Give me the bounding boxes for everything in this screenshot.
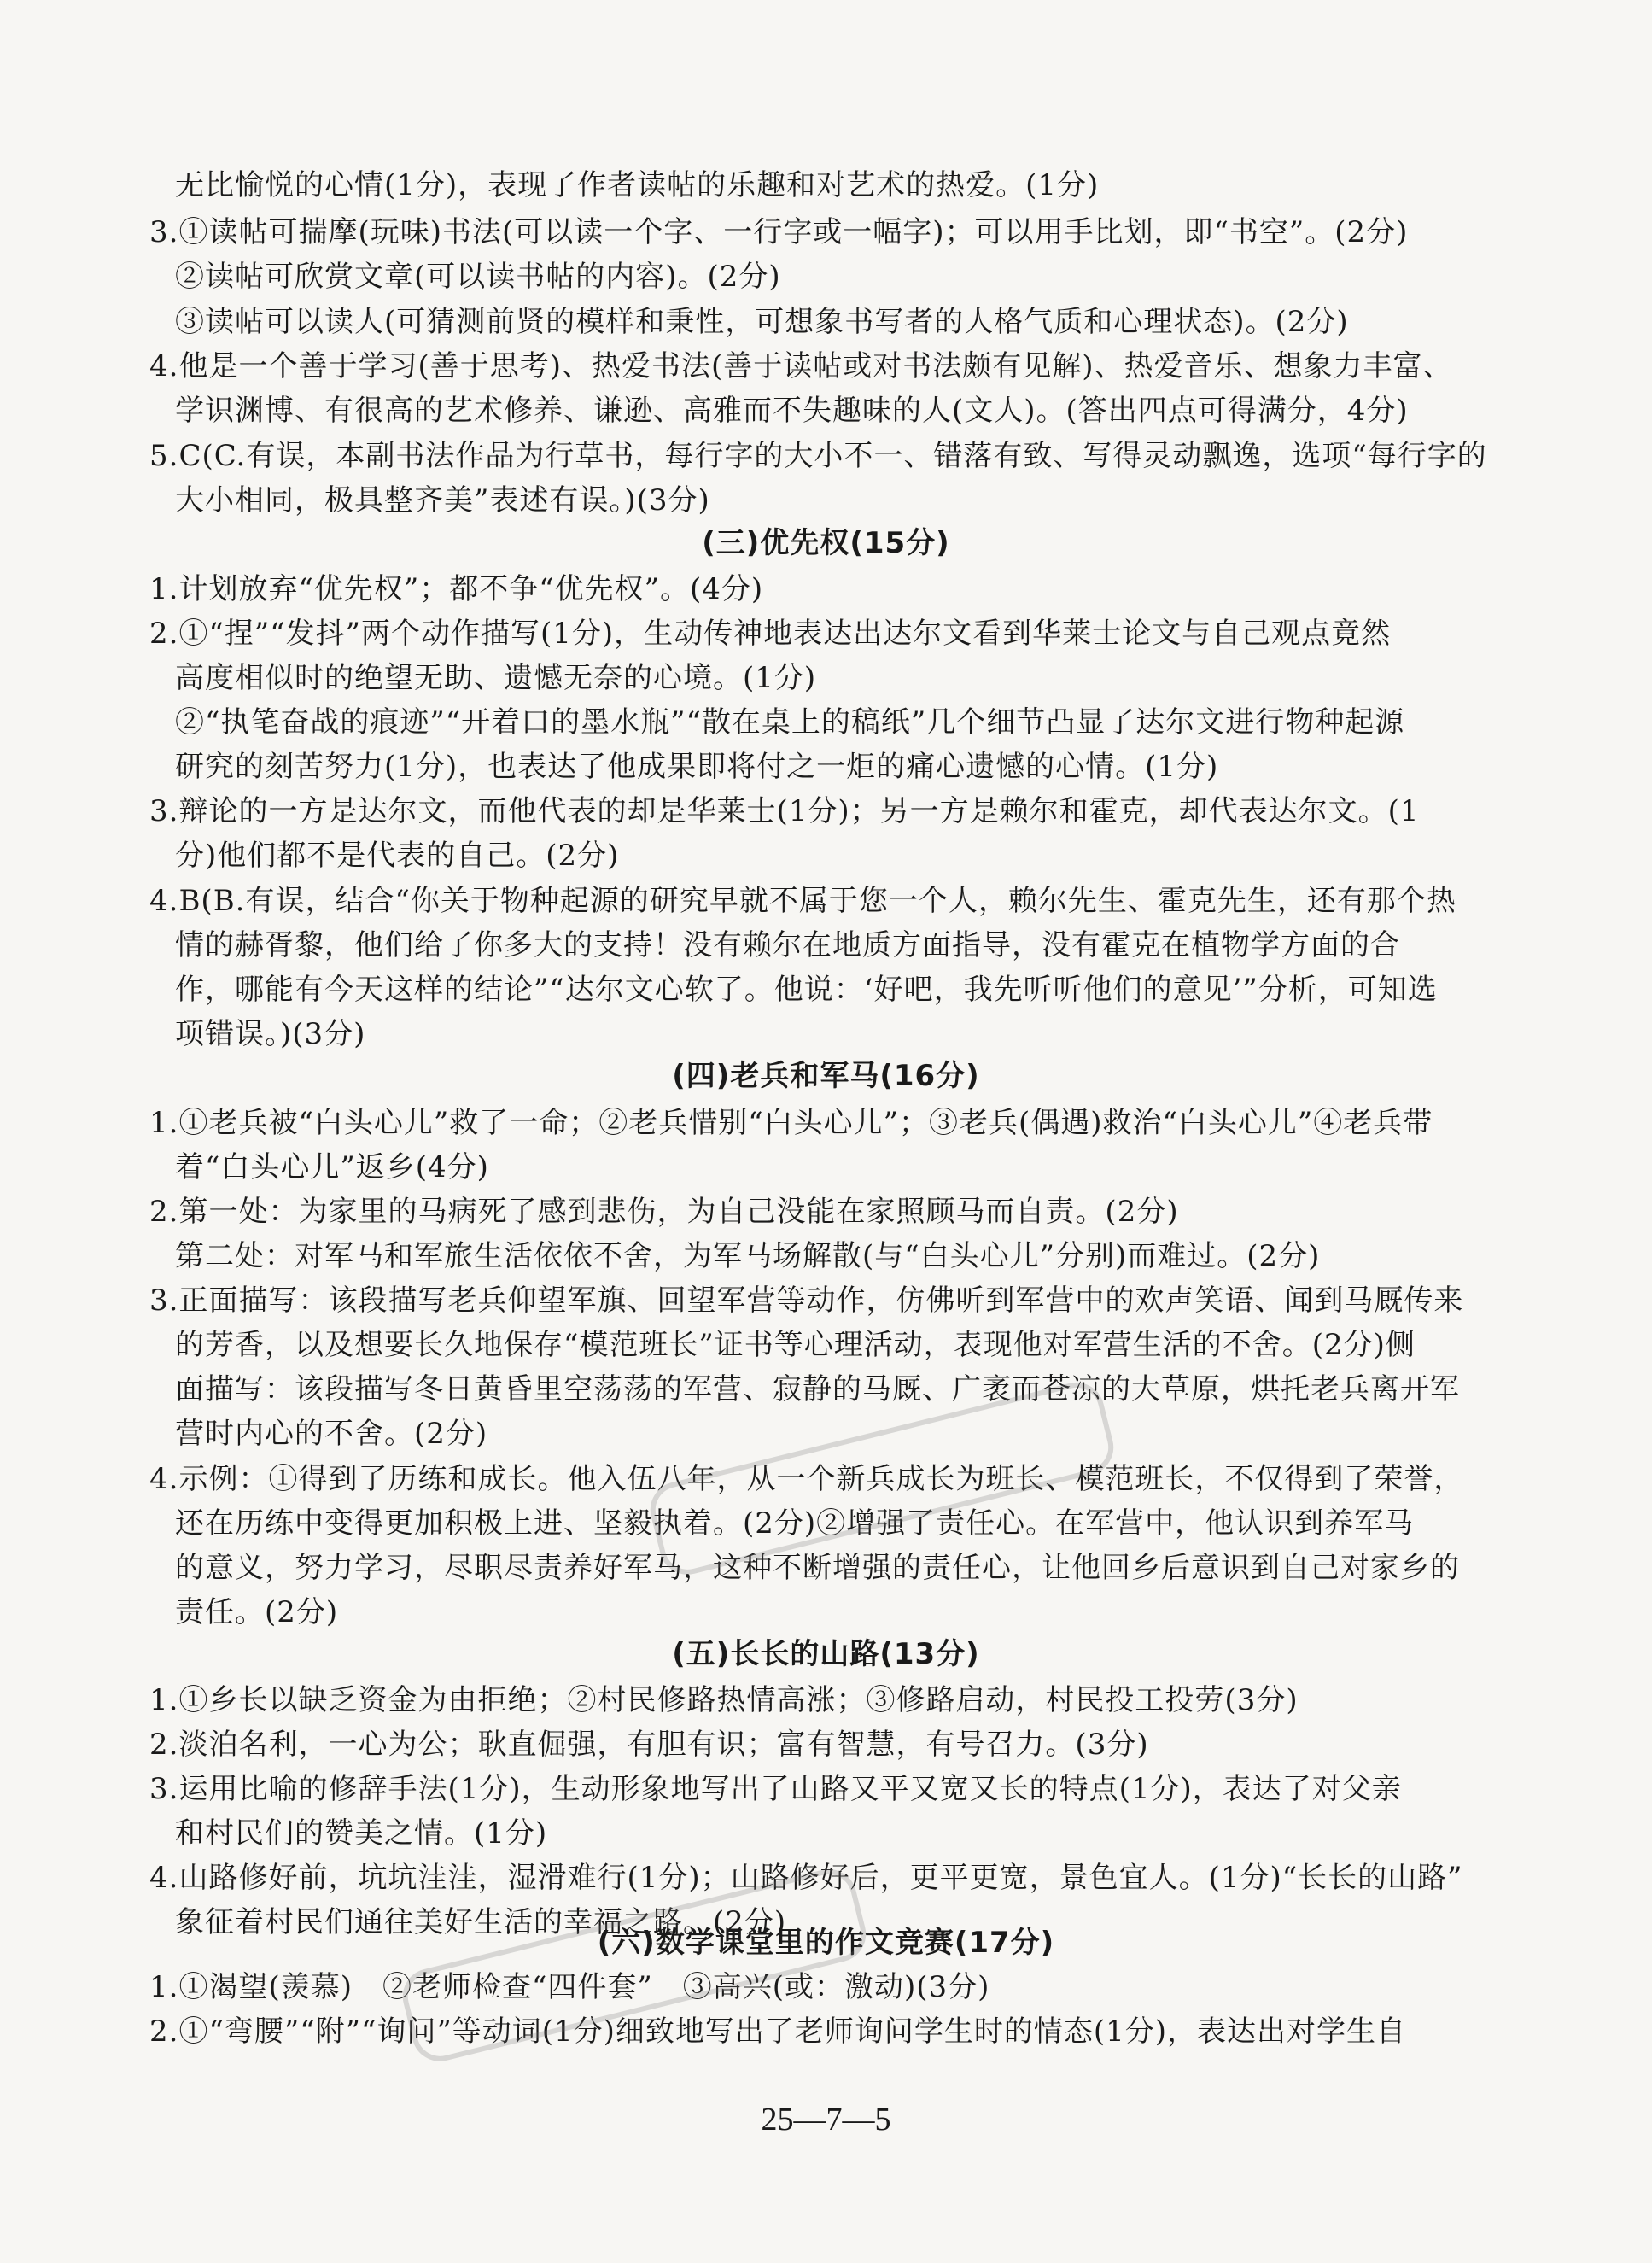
answer-line: 3.①读帖可揣摩(玩味)书法(可以读一个字、一行字或一幅字)；可以用手比划，即“书空”。(2分)	[149, 215, 1409, 249]
page-number: 25—7—5	[761, 2102, 891, 2137]
answer-line: 面描写：该段描写冬日黄昏里空荡荡的军营、寂静的马厩、广袤而苍凉的大草原，烘托老兵离开军	[175, 1372, 1460, 1406]
section-heading: (五)长长的山路(13分)	[672, 1637, 980, 1671]
section-heading: (四)老兵和军马(16分)	[672, 1059, 980, 1093]
answer-line: 4.山路修好前，坑坑洼洼，湿滑难行(1分)；山路修好后，更平更宽，景色宜人。(1分)“长长的山路”	[149, 1861, 1463, 1895]
answer-line: 4.示例：①得到了历练和成长。他入伍八年，从一个新兵成长为班长、模范班长，不仅得到了荣誉，	[149, 1462, 1464, 1496]
answer-line: 2.第一处：为家里的马病死了感到悲伤，为自己没能在家照顾马而自责。(2分)	[149, 1195, 1179, 1229]
answer-line: 无比愉悦的心情(1分)，表现了作者读帖的乐趣和对艺术的热爱。(1分)	[175, 168, 1100, 202]
answer-line: 项错误。)(3分)	[175, 1017, 366, 1051]
answer-line: 作，哪能有今天这样的结论”“达尔文心软了。他说：‘好吧，我先听听他们的意见’”分析，可知选	[175, 973, 1438, 1007]
answer-line: 1.①老兵被“白头心儿”救了一命；②老兵惜别“白头心儿”；③老兵(偶遇)救治“白头心儿”④老兵带	[149, 1106, 1433, 1140]
answer-line: 4.B(B.有误，结合“你关于物种起源的研究早就不属于您一个人，赖尔先生、霍克先生，还有那个热	[149, 884, 1456, 918]
answer-line: 3.运用比喻的修辞手法(1分)，生动形象地写出了山路又平又宽又长的特点(1分)，表达了对父亲	[149, 1772, 1402, 1806]
answer-line: 研究的刻苦努力(1分)，也表达了他成果即将付之一炬的痛心遗憾的心情。(1分)	[175, 750, 1219, 784]
answer-line: 2.①“弯腰”“附”“询问”等动词(1分)细致地写出了老师询问学生时的情态(1分)，表达出对学生自	[149, 2014, 1407, 2049]
answer-line: 2.淡泊名利，一心为公；耿直倔强，有胆有识；富有智慧，有号召力。(3分)	[149, 1728, 1149, 1762]
answer-line: 分)他们都不是代表的自己。(2分)	[175, 839, 620, 873]
answer-line: 2.①“捏”“发抖”两个动作描写(1分)，生动传神地表达出达尔文看到华莱士论文与自己观点竟然	[149, 617, 1392, 651]
answer-line: 3.正面描写：该段描写老兵仰望军旗、回望军营等动作，仿佛听到军营中的欢声笑语、闻到马厩传来	[149, 1284, 1464, 1318]
answer-line: 情的赫胥黎，他们给了你多大的支持！没有赖尔在地质方面指导，没有霍克在植物学方面的合	[175, 928, 1400, 962]
answer-line: 象征着村民们通往美好生活的幸福之路。(2分)	[175, 1905, 787, 1939]
answer-line: 大小相同，极具整齐美”表述有误。)(3分)	[175, 483, 710, 518]
answer-line: 1.①乡长以缺乏资金为由拒绝；②村民修路热情高涨；③修路启动，村民投工投劳(3分)	[149, 1683, 1299, 1717]
answer-line: ②“执笔奋战的痕迹”“开着口的墨水瓶”“散在桌上的稿纸”几个细节凸显了达尔文进行物种起源	[175, 705, 1405, 740]
answer-line: 的意义，努力学习，尽职尽责养好军马，这种不断增强的责任心，让他回乡后意识到自己对家乡的	[175, 1551, 1460, 1585]
answer-line: 责任。(2分)	[175, 1595, 339, 1629]
answer-line: 高度相似时的绝望无助、遗憾无奈的心境。(1分)	[175, 661, 817, 695]
answer-line: 和村民们的赞美之情。(1分)	[175, 1816, 548, 1851]
answer-line: 营时内心的不舍。(2分)	[175, 1417, 488, 1451]
answer-line: 4.他是一个善于学习(善于思考)、热爱书法(善于读帖或对书法颇有见解)、热爱音乐、想象力丰富、	[149, 349, 1453, 383]
answer-line: 着“白头心儿”返乡(4分)	[175, 1150, 489, 1184]
answer-line: ②读帖可欣赏文章(可以读书帖的内容)。(2分)	[175, 260, 781, 294]
answer-line: 的芳香，以及想要长久地保存“模范班长”证书等心理活动，表现他对军营生活的不舍。(2分)侧	[175, 1328, 1416, 1362]
answer-line: 5.C(C.有误，本副书法作品为行草书，每行字的大小不一、错落有致、写得灵动飘逸，选项“每行字的	[149, 439, 1487, 473]
answer-line: 1.①渴望(羡慕) ②老师检查“四件套” ③高兴(或：激动)(3分)	[149, 1970, 990, 2004]
answer-line: 学识渊博、有很高的艺术修养、谦逊、高雅而不失趣味的人(文人)。(答出四点可得满分，4分)	[175, 394, 1409, 428]
answer-line: 3.辩论的一方是达尔文，而他代表的却是华莱士(1分)；另一方是赖尔和霍克，却代表达尔文。(1	[149, 794, 1420, 828]
answer-line: 1.计划放弃“优先权”；都不争“优先权”。(4分)	[149, 572, 764, 606]
answer-line: 还在历练中变得更加积极上进、坚毅执着。(2分)②增强了责任心。在军营中，他认识到养军马	[175, 1506, 1415, 1541]
answer-line: ③读帖可以读人(可猜测前贤的模样和秉性，可想象书写者的人格气质和心理状态)。(2分)	[175, 305, 1349, 339]
answer-line: 第二处：对军马和军旅生活依依不舍，为军马场解散(与“白头心儿”分别)而难过。(2分)	[175, 1239, 1321, 1273]
section-heading: (三)优先权(15分)	[702, 526, 950, 560]
section-heading: (六)数学课堂里的作文竞赛(17分)	[597, 1926, 1055, 1960]
